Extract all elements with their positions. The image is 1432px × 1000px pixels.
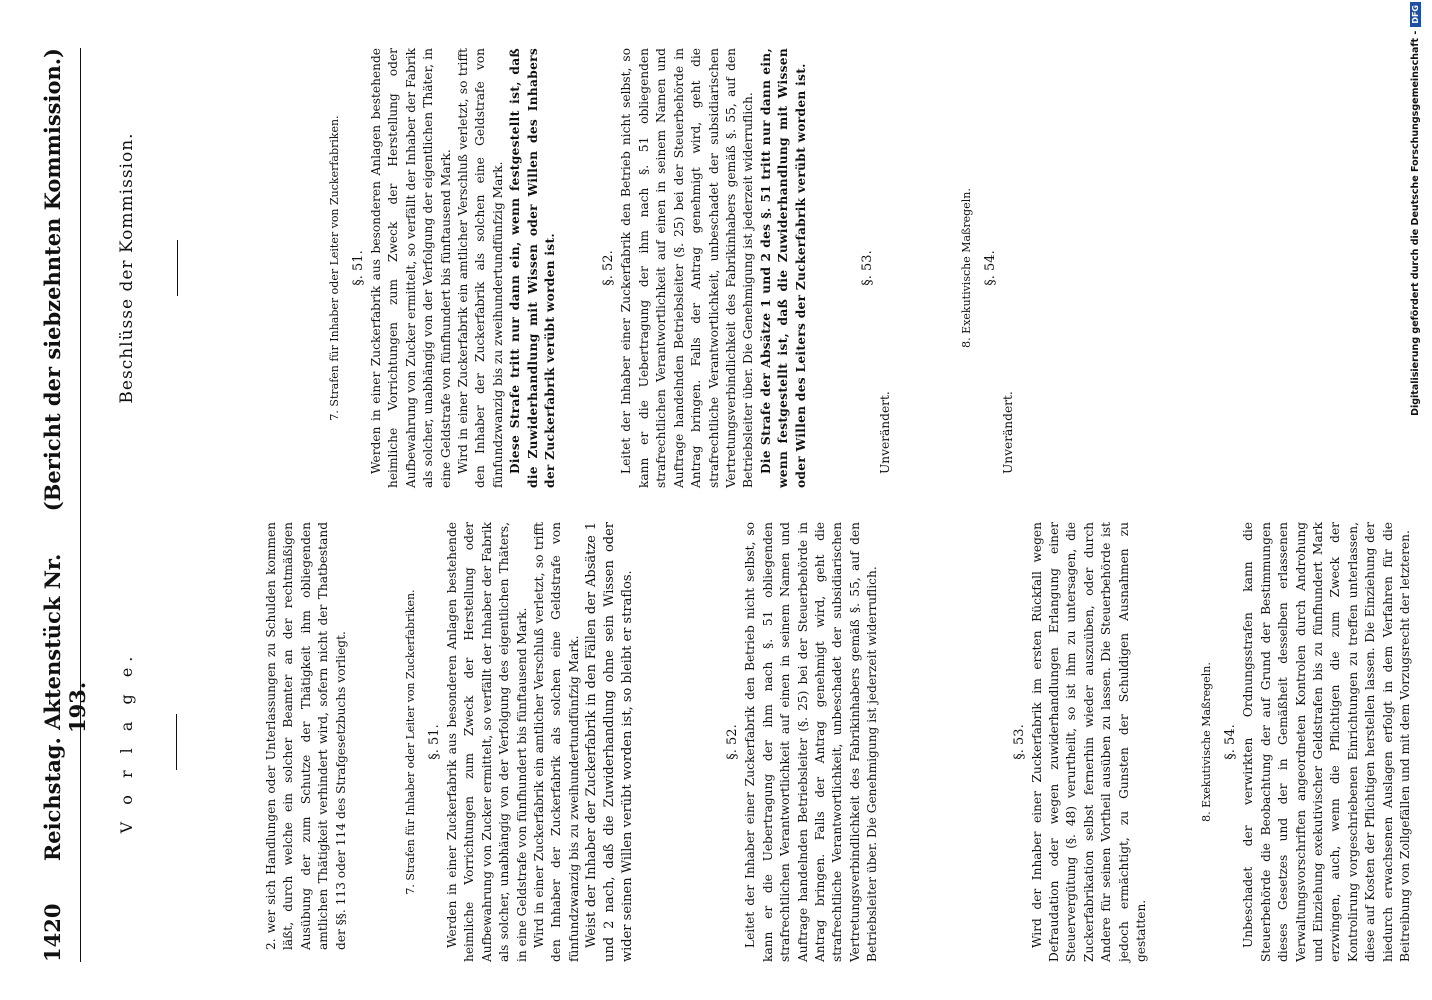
column-vorlage	[117, 522, 1414, 962]
section-8-heading: 8. Exekutivische Maßregeln.	[960, 188, 974, 348]
paragraph-54-label: §. 54.	[983, 250, 999, 286]
section-7-heading: 7. Strafen für Inhaber oder Leiter von Zuckerfabriken.	[328, 115, 341, 421]
running-head	[40, 48, 90, 962]
paragraph-52-text: Leitet der Inhaber einer Zuckerfabrik den Betrieb nicht selbst, so kann er die Uebertragung der ihm nach §. 51 obliegenden strafrechtlichen Verantwortlichkeit auf einen in seinem Namen und Auftrage handelnden Betriebsleiter (§. 25) bei der Steuerbehörde in Antrag bringen. Falls der Antrag genehmigt wird, geht die strafrechtliche Verantwortlichkeit, unbeschadet der subsidiarischen Vertretungsverbindlichkeit des Fabrikinhabers gemäß §. 55, auf den Betriebsleiter über. Die Genehmigung ist jederzeit widerruflich.	[619, 48, 756, 488]
paragraph-52-bold-amendment: Die Strafe der Absätze 1 und 2 des §. 51 tritt nur dann ein, wenn festgestellt ist, daß die Zuwiderhandlung mit Wissen oder Willen des Leiters der Zuckerfabrik verübt worden ist.	[758, 48, 808, 488]
paragraph-51-label: §. 51.	[351, 250, 366, 286]
item-2-text: 2. wer sich Handlungen oder Unterlassungen zu Schulden kommen läßt, durch welche ein solcher Beamter an der rechtmäßigen Ausübung der zum Schutze der Thätigkeit ihm obliegenden amtlichen Thätigkeit verhindert wird, sofern nicht der Thatbestand der §§. 113 oder 114 des Strafgesetzbuchs vorliegt.	[264, 522, 348, 950]
paragraph-53-label: §. 53.	[859, 250, 875, 286]
running-head-report: (Bericht der siebzehnten Kommission.)	[40, 48, 65, 512]
paragraph-54-text: Unbeschadet der verwirkten Ordnungsstrafen kann die Steuerbehörde die Beobachtung der auf Grund der Bestimmungen dieses Gesetzes und der in Gemäßheit desselben erlassenen Verwaltungsvorschriften angeordneten Kontrolen durch Androhung und Einziehung exekutivischer Geldstrafen bis zu fünfhundert Mark erzwingen, auch, wenn die Pflichtigen die zum Zweck der Kontrolirung vorgeschriebenen Einrichtungen zu treffen unterlassen, diese auf Kosten der Pflichtigen herstellen lassen. Die Einziehung der hiedurch erwachsenen Auslagen erfolgt in dem Verfahren für die Beitreibung von Zollgefällen und mit dem Vorzugsrecht der letzteren.	[1241, 522, 1413, 962]
page-number: 1420	[40, 903, 65, 962]
paragraph-52-label: §. 52.	[725, 724, 741, 760]
paragraph-53-label: §. 53.	[1011, 724, 1027, 760]
paragraph-52-text: Leitet der Inhaber einer Zuckerfabrik den Betrieb nicht selbst, so kann er die Uebertragung der ihm nach §. 51 obliegenden strafrechtlichen Verantwortlichkeit auf einen in seinem Namen und Auftrage handelnden Betriebsleiter (§. 25) bei der Steuerbehörde in Antrag bringen. Falls der Antrag genehmigt wird, geht die strafrechtliche Verantwortlichkeit, unbeschadet der subsidiarischen Vertretungsverbindlichkeit des Fabrikinhabers gemäß §. 55, auf den Betriebsleiter über. Die Genehmigung ist jederzeit widerruflich.	[743, 522, 880, 962]
column-title-vorlage: V o r l a g e.	[117, 650, 136, 834]
title-rule	[176, 714, 177, 770]
paragraph-51-label: §. 51.	[427, 724, 443, 760]
title-rule	[177, 240, 178, 296]
two-column-body	[117, 48, 1414, 962]
paragraph-53-text: Wird der Inhaber einer Zuckerfabrik im ersten Rückfall wegen Defraudation oder wegen zuwiderhandlungen Erlangung einer Steuervergütung (§. 48) verurtheilt, so ist ihm zu untersagen, die Zuckerfabrikation selbst fernerhin wieder auszuüben, oder durch Andere für seinen Vortheil ausüben zu lassen. Die Steuerbehörde ist jedoch ermächtigt, zu Gunsten der Schuldigen Ausnahmen zu gestatten.	[1029, 522, 1148, 962]
paragraph-51-text-3: Weist der Inhaber der Zuckerfabrik in den Fällen der Absätze 1 und 2 nach, daß die Zuwiderhandlung ohne sein Wissen oder wider seinen Willen verübt worden ist, so bleibt er straflos.	[584, 522, 636, 962]
paragraph-51-text-2: Wird in einer Zuckerfabrik ein amtlicher Verschluß verletzt, so trifft den Inhaber der Zuckerfabrik als solchen eine Geldstrafe von fünfundzwanzig bis zu zweihundertundfünfzig Mark.	[532, 522, 581, 962]
funding-notice-text: Digitalisierung gefördert durch die Deutsche Forschungsgemeinschaft -	[1410, 30, 1421, 416]
paragraph-51-text-1: Werden in einer Zuckerfabrik aus besonderen Anlagen bestehende heimliche Vorrichtungen zum Zweck der Herstellung oder Aufbewahrung von Zucker ermittelt, so verfällt der Inhaber der Fabrik als solcher, unabhängig von der Verfolgung des eigentlichen Thäters, in eine Geldstrafe von fünfhundert bis fünftausend Mark.	[445, 522, 529, 962]
running-head-title: Reichstag. Aktenstück Nr. 193.	[40, 553, 90, 862]
paragraph-51-bold-amendment: Diese Strafe tritt nur dann ein, wenn festgestellt ist, daß die Zuwiderhandlung mit Wissen oder Willen des Inhabers der Zuckerfabrik verübt worden ist.	[508, 48, 558, 488]
paragraph-51-text-2: Wird in einer Zuckerfabrik ein amtlicher Verschluß verletzt, so trifft den Inhaber der Zuckerfabrik als solchen eine Geldstrafe von fünfundzwanzig bis zu zweihundertundfünfzig Mark.	[456, 48, 505, 488]
funding-notice	[1410, 2, 1421, 992]
dfg-logo-icon: DFG	[1410, 2, 1421, 27]
paragraph-52-label: §. 52.	[601, 250, 617, 286]
paragraph-53-unchanged: Unverändert.	[877, 391, 892, 474]
paragraph-51-text-1: Werden in einer Zuckerfabrik aus besonderen Anlagen bestehende heimliche Vorrichtungen zum Zweck der Herstellung oder Aufbewahrung von Zucker ermittelt, so verfällt der Inhaber der Fabrik als solcher, unabhängig von der Verfolgung der eigentlichen Thäter, in eine Geldstrafe von fünfhundert bis fünftausend Mark.	[369, 48, 453, 488]
paragraph-54-unchanged: Unverändert.	[1001, 391, 1016, 474]
section-7-heading: 7. Strafen für Inhaber oder Leiter von Zuckerfabriken.	[404, 589, 418, 895]
paragraph-54-label: §. 54.	[1223, 724, 1239, 760]
column-beschluesse	[117, 48, 1414, 488]
column-title-beschluesse: Beschlüsse der Kommission.	[117, 132, 137, 404]
section-8-heading: 8. Exekutivische Maßregeln.	[1200, 662, 1214, 822]
